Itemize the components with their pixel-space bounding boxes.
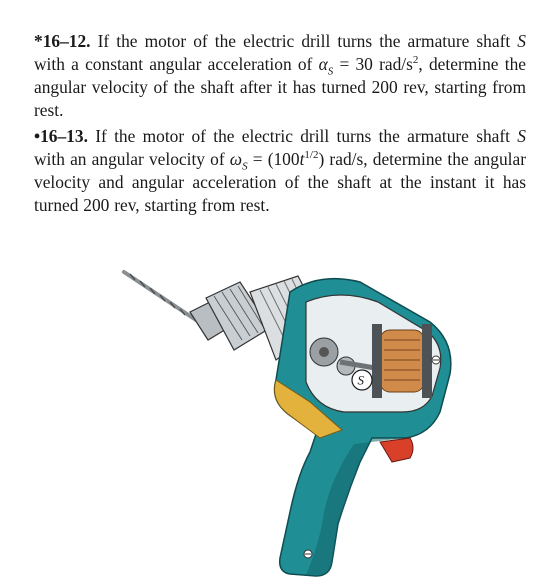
- shaft-label: [352, 370, 372, 390]
- problem-number: •16–13.: [34, 126, 88, 146]
- drill-illustration: [110, 262, 470, 582]
- cutaway-interior: [306, 295, 441, 412]
- electric-drill-figure: [110, 262, 470, 582]
- problem-16-13: •16–13. If the motor of the electric drill turns the armature shaft S with an angular velocity of $\omega_S = (100t^{1/2})$ rad/s, determine the angular velocity and angular acceleration of the shaft at the instant it has turned 200 rev, starting from rest.: [34, 126, 526, 215]
- drill-bit: [124, 272, 196, 320]
- problem-number: *16–12.: [34, 31, 91, 51]
- shaft-label-text: S: [357, 372, 364, 388]
- shaft-symbol: S: [517, 31, 526, 51]
- alpha-symbol: α: [318, 54, 328, 74]
- shaft-symbol: S: [517, 126, 526, 146]
- armature: [372, 324, 432, 398]
- omega-symbol: ω: [229, 149, 243, 169]
- trigger: [380, 438, 413, 462]
- problem-16-12: *16–12. If the motor of the electric drill turns the armature shaft S with a constant angular acceleration of $\alpha_S = 30$ rad/$s^2$, determine the angular velocity of the shaft after it has turned 200 rev, starting from rest.: [34, 31, 526, 120]
